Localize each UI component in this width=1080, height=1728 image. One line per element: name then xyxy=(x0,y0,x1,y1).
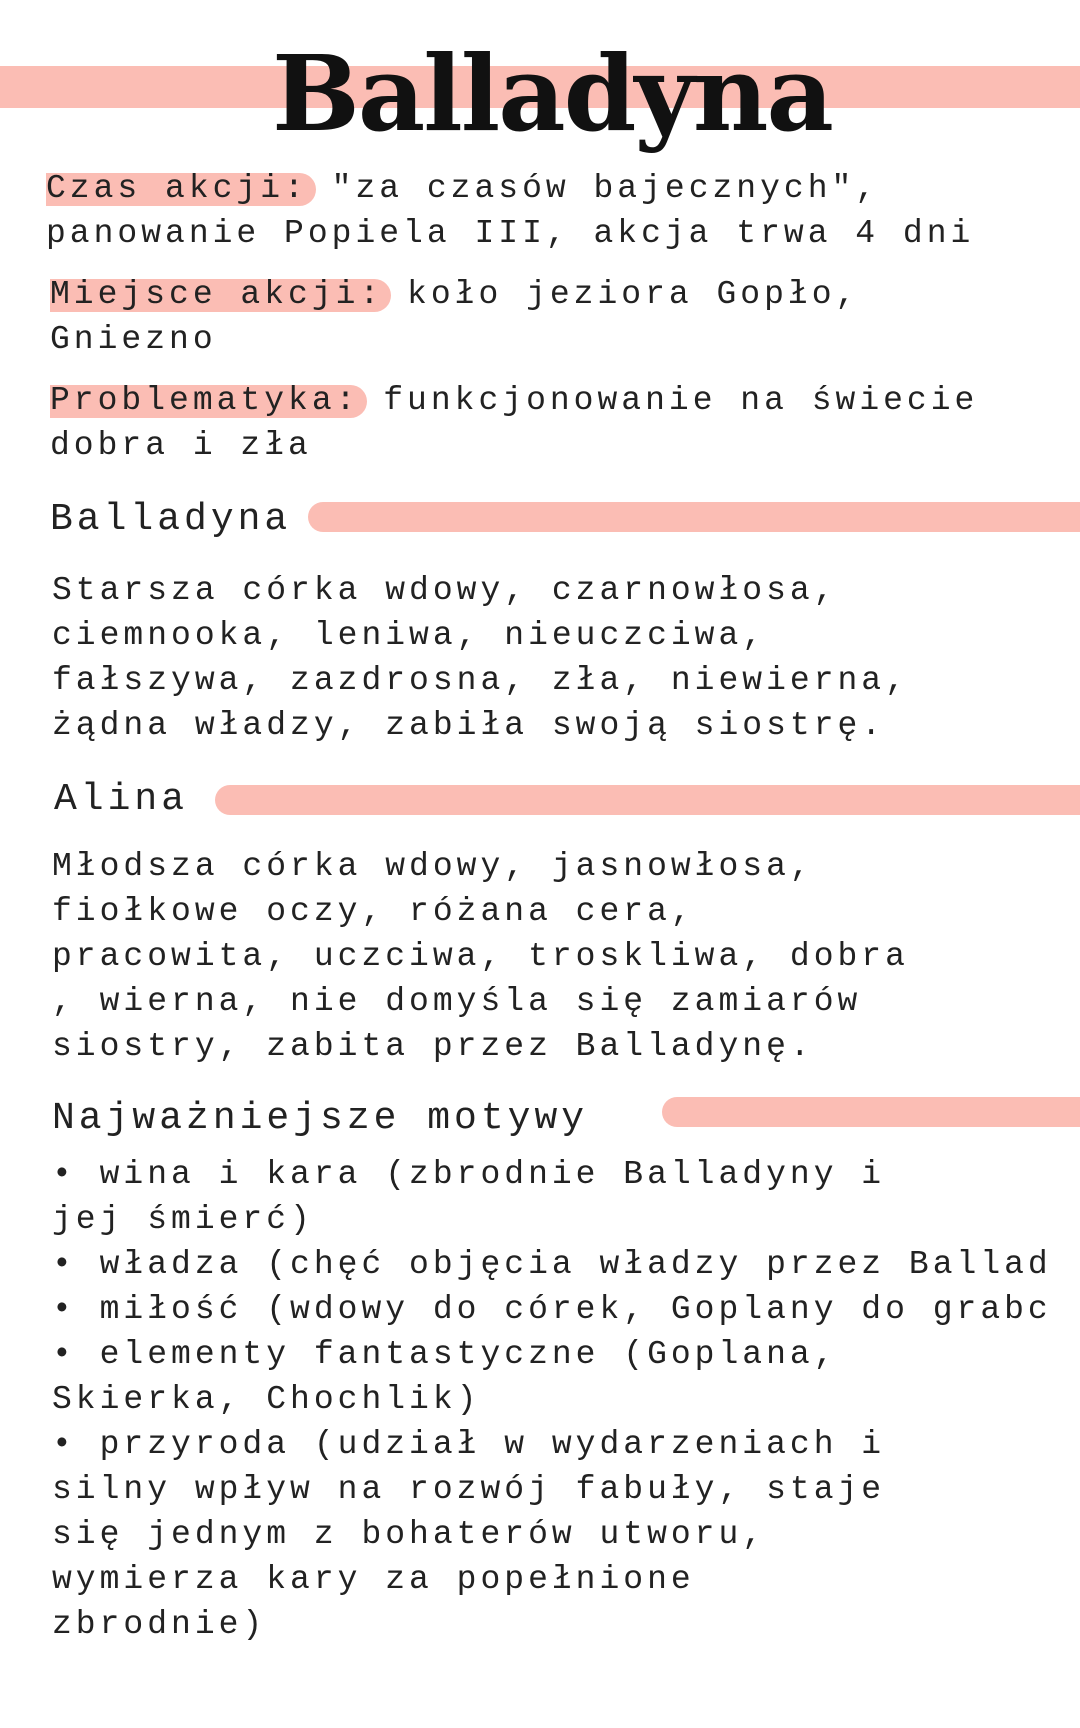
motywy-line: się jednym z bohaterów utworu, xyxy=(52,1516,767,1553)
problematyka-line xyxy=(50,378,978,423)
motywy-line: • władza (chęć objęcia władzy przez Ballad xyxy=(52,1246,1052,1283)
czas-akcji-value: "za czasów bajecznych", xyxy=(307,170,880,207)
czas-akcji-label: Czas akcji: xyxy=(46,166,308,211)
motywy-line: • wina i kara (zbrodnie Balladyny i xyxy=(52,1156,886,1193)
motywy-line: Skierka, Chochlik) xyxy=(52,1381,481,1418)
section-heading-alina: Alina xyxy=(54,778,189,821)
problematyka-continuation: dobra i zła xyxy=(50,427,312,464)
balladyna-line: Starsza córka wdowy, czarnowłosa, xyxy=(52,572,838,609)
balladyna-line: fałszywa, zazdrosna, zła, niewierna, xyxy=(52,662,909,699)
section-divider-motywy xyxy=(662,1097,1080,1127)
czas-akcji-continuation: panowanie Popiela III, akcja trwa 4 dni xyxy=(46,215,975,252)
miejsce-akcji-value: koło jeziora Gopło, xyxy=(383,276,860,313)
alina-line: pracowita, uczciwa, troskliwa, dobra xyxy=(52,938,909,975)
motywy-line: • przyroda (udział w wydarzeniach i xyxy=(52,1426,886,1463)
balladyna-line: ciemnooka, leniwa, nieuczciwa, xyxy=(52,617,767,654)
motywy-line: zbrodnie) xyxy=(52,1606,267,1643)
balladyna-line: żądna władzy, zabiła swoją siostrę. xyxy=(52,707,886,744)
motywy-line: silny wpływ na rozwój fabuły, staje xyxy=(52,1471,886,1508)
alina-line: fiołkowe oczy, różana cera, xyxy=(52,893,695,930)
alina-line: Młodsza córka wdowy, jasnowłosa, xyxy=(52,848,814,885)
miejsce-akcji-label: Miejsce akcji: xyxy=(50,272,383,317)
motywy-line: jej śmierć) xyxy=(52,1201,314,1238)
section-heading-balladyna: Balladyna xyxy=(50,498,292,541)
miejsce-akcji-line xyxy=(50,272,859,317)
section-heading-motywy: Najważniejsze motywy xyxy=(52,1097,589,1140)
alina-line: siostry, zabita przez Balladynę. xyxy=(52,1028,814,1065)
motywy-line: wymierza kary za popełnione xyxy=(52,1561,695,1598)
motywy-line: • miłość (wdowy do córek, Goplany do grabc xyxy=(52,1291,1052,1328)
motywy-line: • elementy fantastyczne (Goplana, xyxy=(52,1336,838,1373)
page-title: Balladyna xyxy=(272,32,832,155)
czas-akcji-line xyxy=(46,166,879,211)
problematyka-value: funkcjonowanie na świecie xyxy=(359,382,979,419)
section-divider-balladyna xyxy=(308,502,1080,532)
miejsce-akcji-continuation: Gniezno xyxy=(50,321,217,358)
problematyka-label: Problematyka: xyxy=(50,378,359,423)
alina-line: , wierna, nie domyśla się zamiarów xyxy=(52,983,862,1020)
section-divider-alina xyxy=(215,785,1080,815)
